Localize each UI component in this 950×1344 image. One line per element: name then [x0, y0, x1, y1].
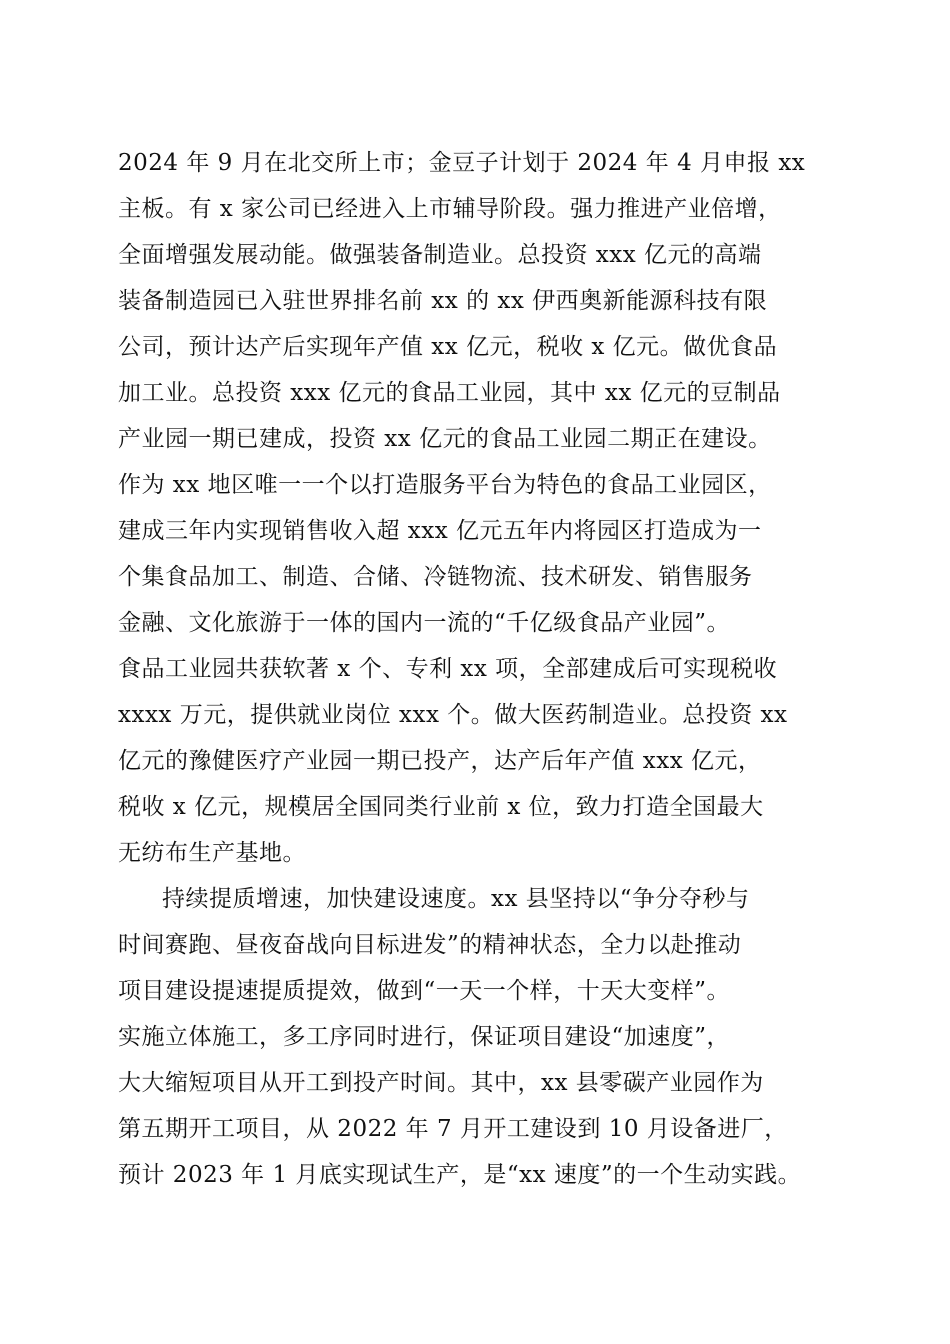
text-line: 亿元的豫健医疗产业园一期已投产，达产后年产值 xxx 亿元， [118, 748, 762, 774]
text-line: 加工业。总投资 xxx 亿元的食品工业园，其中 xx 亿元的豆制品 [118, 380, 781, 406]
text-line: 大大缩短项目从开工到投产时间。其中，xx 县零碳产业园作为 [118, 1070, 764, 1096]
text-line: 全面增强发展动能。做强装备制造业。总投资 xxx 亿元的高端 [118, 242, 762, 268]
text-line: 预计 2023 年 1 月底实现试生产，是“xx 速度”的一个生动实践。 [118, 1162, 802, 1188]
text-line: 项目建设提速提质提效，做到“一天一个样，十天大变样”。 [118, 978, 731, 1004]
paragraph-1 [118, 140, 838, 876]
text-line: 实施立体施工，多工序同时进行，保证项目建设“加速度”， [118, 1024, 731, 1050]
text-line: 食品工业园共获软著 x 个、专利 xx 项，全部建成后可实现税收 [118, 656, 778, 682]
text-line: 第五期开工项目，从 2022 年 7 月开工建设到 10 月设备进厂， [118, 1116, 788, 1142]
text-line: 产业园一期已建成，投资 xx 亿元的食品工业园二期正在建设。 [118, 426, 772, 452]
text-line: 公司，预计达产后实现年产值 xx 亿元，税收 x 亿元。做优食品 [118, 334, 778, 360]
text-line: 作为 xx 地区唯一一个以打造服务平台为特色的食品工业园区， [118, 472, 772, 498]
text-line: 持续提质增速，加快建设速度。xx 县坚持以“争分夺秒与 [162, 886, 750, 912]
body-text [118, 140, 838, 1198]
text-line: xxxx 万元，提供就业岗位 xxx 个。做大医药制造业。总投资 xx [118, 702, 788, 728]
text-line: 建成三年内实现销售收入超 xxx 亿元五年内将园区打造成为一 [118, 518, 762, 544]
text-line: 装备制造园已入驻世界排名前 xx 的 xx 伊西奥新能源科技有限 [118, 288, 768, 314]
text-line: 2024 年 9 月在北交所上市；金豆子计划于 2024 年 4 月申报 xx [118, 150, 806, 176]
text-line: 税收 x 亿元，规模居全国同类行业前 x 位，致力打造全国最大 [118, 794, 764, 820]
paragraph-2 [118, 876, 838, 1198]
text-line: 金融、文化旅游于一体的国内一流的“千亿级食品产业园”。 [118, 610, 731, 636]
text-line: 时间赛跑、昼夜奋战向目标进发”的精神状态，全力以赴推动 [118, 932, 742, 958]
text-line: 个集食品加工、制造、合储、冷链物流、技术研发、销售服务 [118, 564, 753, 590]
text-line: 主板。有 x 家公司已经进入上市辅导阶段。强力推进产业倍增， [118, 196, 782, 222]
text-line: 无纺布生产基地。 [118, 840, 306, 866]
